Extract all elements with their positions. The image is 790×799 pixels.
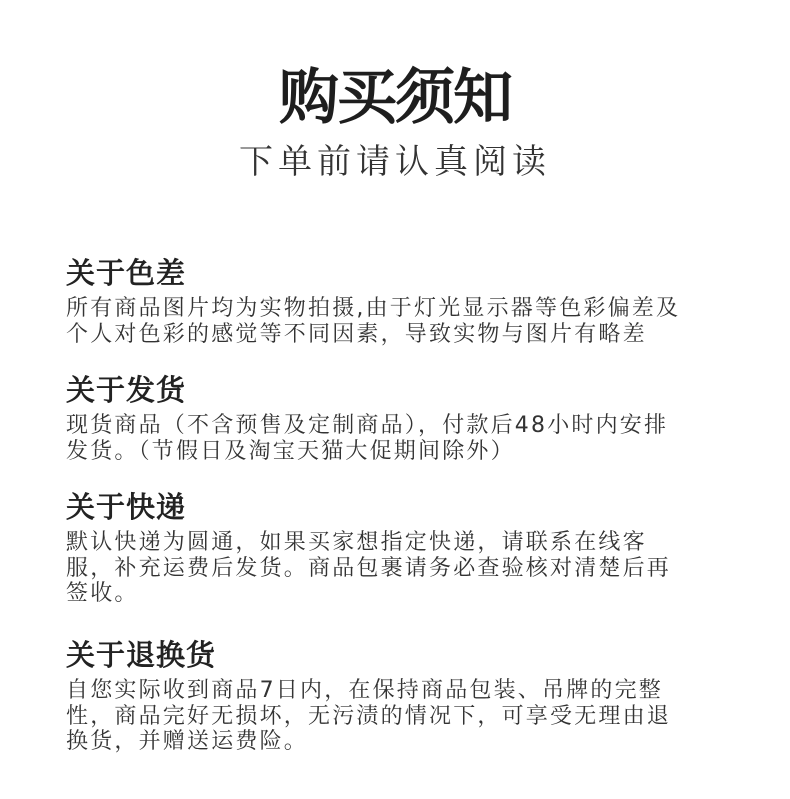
section-returns-exchanges (66, 636, 706, 755)
page-subtitle: 下单前请认真阅读 (239, 142, 551, 182)
section-body: 默认快递为圆通，如果买家想指定快递，请联系在线客 服，补充运费后发货。商品包裹请务必查验核对清楚后再 签收。 (66, 530, 672, 606)
section-body: 现货商品（不含预售及定制商品），付款后48小时内安排 发货。（节假日及淘宝天猫大促期间除外） (66, 413, 669, 464)
section-heading: 关于发货 (66, 373, 187, 407)
section-body: 自您实际收到商品7日内，在保持商品包装、吊牌的完整 性，商品完好无损坏，无污渍的情况下，可享受无理由退 换货，并赠送运费险。 (66, 678, 672, 754)
page-title: 购买须知 (279, 63, 511, 133)
section-heading: 关于色差 (66, 256, 187, 290)
section-heading: 关于退换货 (66, 638, 217, 672)
section-shipping (66, 371, 706, 464)
section-heading: 关于快递 (66, 490, 187, 524)
section-color-difference (66, 254, 706, 347)
section-body: 所有商品图片均为实物拍摄,由于灯光显示器等色彩偏差及 个人对色彩的感觉等不同因素，导致实物与图片有略差 (66, 296, 681, 347)
section-express-delivery (66, 488, 706, 607)
